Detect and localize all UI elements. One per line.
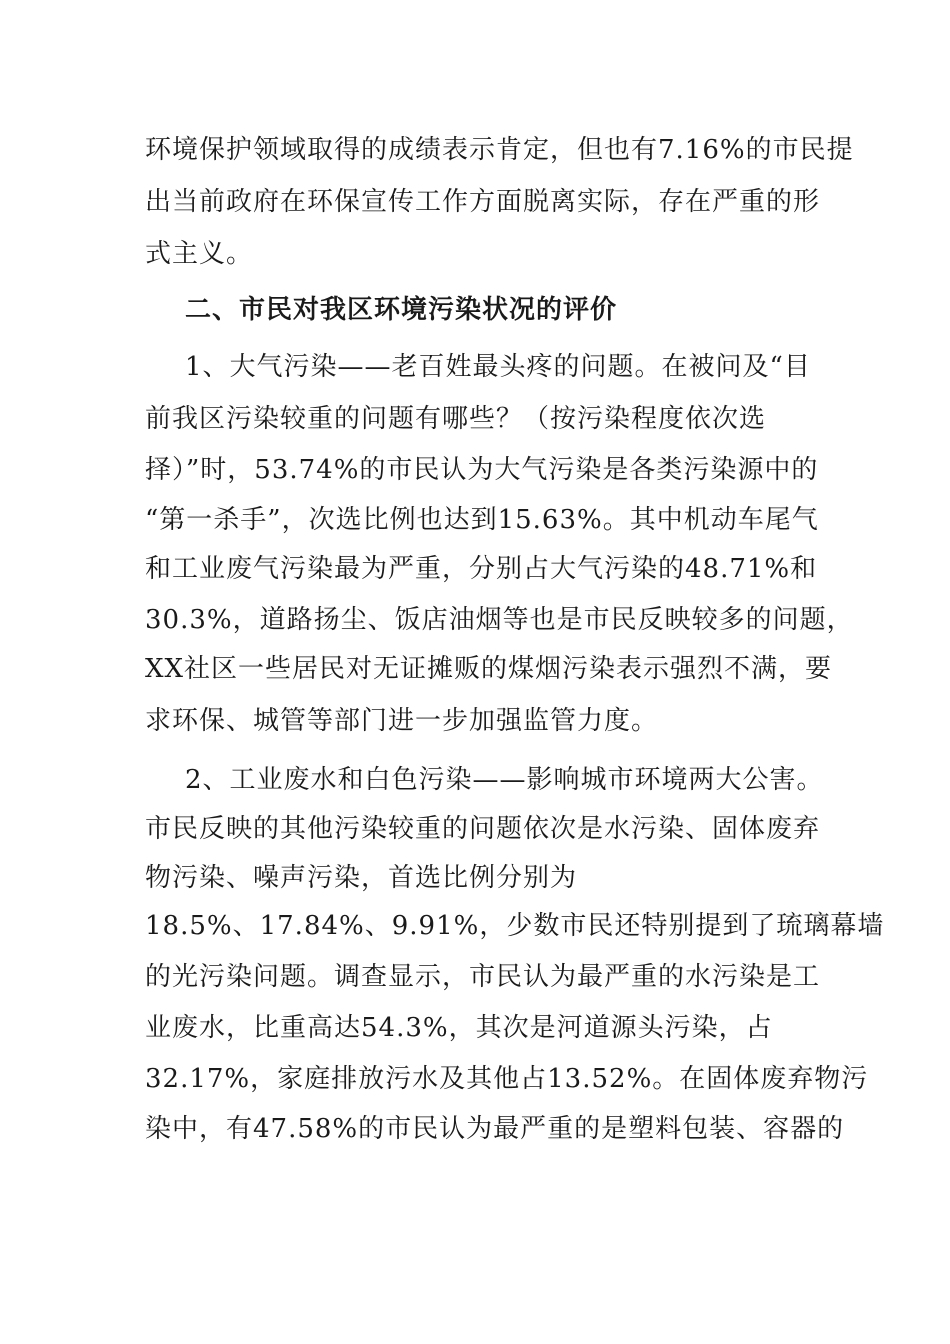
paragraph-line: 求环保、城管等部门进一步加强监管力度。 [145, 706, 659, 736]
paragraph-line: 32.17%，家庭排放污水及其他占13.52%。在固体废弃物污 [145, 1064, 869, 1094]
paragraph-line: 业废水，比重高达54.3%，其次是河道源头污染，占 [145, 1013, 773, 1043]
paragraph-line: 2、工业废水和白色污染——影响城市环境两大公害。 [185, 765, 824, 795]
paragraph-line: 18.5%、17.84%、9.91%，少数市民还特别提到了琉璃幕墙 [145, 911, 885, 941]
paragraph-line: XX社区一些居民对无证摊贩的煤烟污染表示强烈不满，要 [145, 654, 833, 684]
paragraph-line: 式主义。 [145, 239, 254, 269]
paragraph-line: 前我区污染较重的问题有哪些？（按污染程度依次选 [145, 404, 767, 434]
paragraph-line: 市民反映的其他污染较重的问题依次是水污染、固体废弃 [145, 814, 821, 844]
paragraph-line: 环境保护领域取得的成绩表示肯定，但也有7.16%的市民提 [145, 135, 854, 165]
paragraph-line: 的光污染问题。调查显示，市民认为最严重的水污染是工 [145, 962, 821, 992]
paragraph-line: “第一杀手”，次选比例也达到15.63%。其中机动车尾气 [145, 505, 819, 535]
paragraph-line: 物污染、噪声污染，首选比例分别为 [145, 863, 578, 893]
paragraph-line: 和工业废气污染最为严重，分别占大气污染的48.71%和 [145, 554, 818, 584]
section-heading: 二、市民对我区环境污染状况的评价 [185, 295, 618, 325]
paragraph-line: 1、大气污染——老百姓最头疼的问题。在被问及“目 [185, 352, 811, 382]
paragraph-line: 择）”时，53.74%的市民认为大气污染是各类污染源中的 [145, 455, 819, 485]
paragraph-line: 30.3%，道路扬尘、饭店油烟等也是市民反映较多的问题， [145, 605, 854, 635]
paragraph-line: 出当前政府在环保宣传工作方面脱离实际，存在严重的形 [145, 187, 821, 217]
paragraph-line: 染中，有47.58%的市民认为最严重的是塑料包装、容器的 [145, 1114, 845, 1144]
